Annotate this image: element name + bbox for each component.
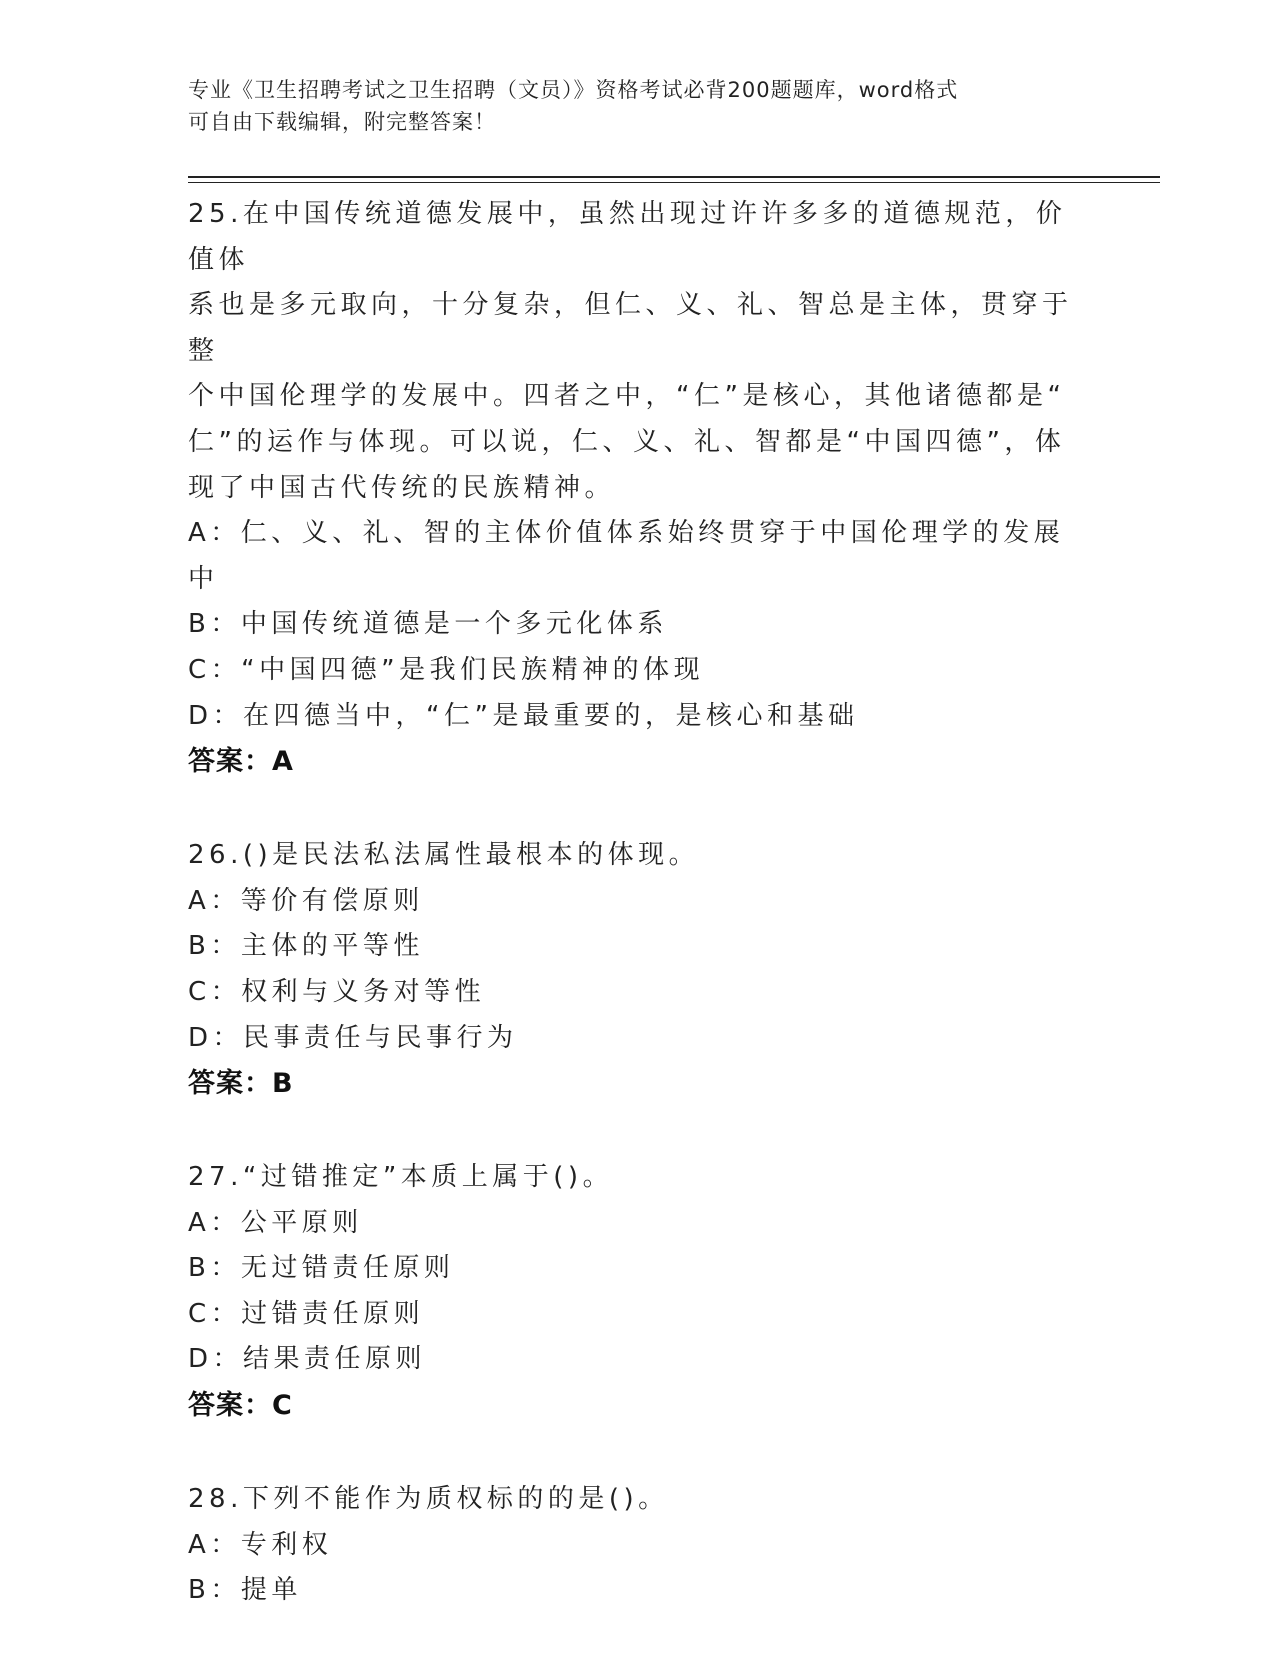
option-c: C：“中国四德”是我们民族精神的体现 — [188, 654, 705, 685]
question-stem-line: 个中国伦理学的发展中。四者之中，“仁”是核心，其他诸德都是“ — [188, 381, 1066, 412]
question-stem-line: 28.下列不能作为质权标的的是()。 — [188, 1484, 669, 1515]
option-d: D：在四德当中，“仁”是最重要的，是核心和基础 — [188, 700, 859, 731]
question-stem-line: 现了中国古代传统的民族精神。 — [188, 472, 616, 503]
answer: 答案：A — [188, 746, 294, 778]
question-list — [188, 192, 1088, 1662]
answer: 答案：B — [188, 1068, 294, 1100]
option-d: D：结果责任原则 — [188, 1344, 427, 1375]
option-a: A：等价有偿原则 — [188, 885, 424, 916]
question-27 — [188, 1155, 1088, 1429]
question-stem-line: 系也是多元取向，十分复杂，但仁、义、礼、智总是主体，贯穿于整 — [188, 290, 1073, 366]
document-header — [188, 74, 1068, 138]
header-line-1: 专业《卫生招聘考试之卫生招聘（文员）》资格考试必背200题题库，word格式 — [188, 78, 959, 102]
question-stem-line: 27.“过错推定”本质上属于()。 — [188, 1162, 614, 1193]
question-stem-line: 26.()是民法私法属性最根本的体现。 — [188, 840, 700, 871]
option-b: B：提单 — [188, 1575, 302, 1606]
option-a: A：公平原则 — [188, 1207, 363, 1238]
option-c: C：过错责任原则 — [188, 1298, 425, 1329]
option-a: A：仁、义、礼、智的主体价值体系始终贯穿于中国伦理学的发展中 — [188, 518, 1065, 594]
option-a: A：专利权 — [188, 1529, 333, 1560]
question-25 — [188, 192, 1088, 785]
question-stem-line: 25.在中国传统道德发展中，虽然出现过许许多多的道德规范，价值体 — [188, 199, 1067, 275]
option-b: B：中国传统道德是一个多元化体系 — [188, 609, 668, 640]
option-c: C：权利与义务对等性 — [188, 976, 486, 1007]
header-divider-thick — [188, 176, 1160, 178]
question-28 — [188, 1477, 1088, 1614]
option-b: B：主体的平等性 — [188, 931, 424, 962]
answer: 答案：C — [188, 1390, 293, 1422]
header-divider-thin — [188, 182, 1160, 183]
question-stem-line: 仁”的运作与体现。可以说，仁、义、礼、智都是“中国四德”，体 — [188, 426, 1066, 457]
question-26 — [188, 833, 1088, 1107]
option-d: D：民事责任与民事行为 — [188, 1022, 518, 1053]
header-line-2: 可自由下载编辑，附完整答案！ — [188, 110, 496, 134]
option-b: B：无过错责任原则 — [188, 1253, 455, 1284]
